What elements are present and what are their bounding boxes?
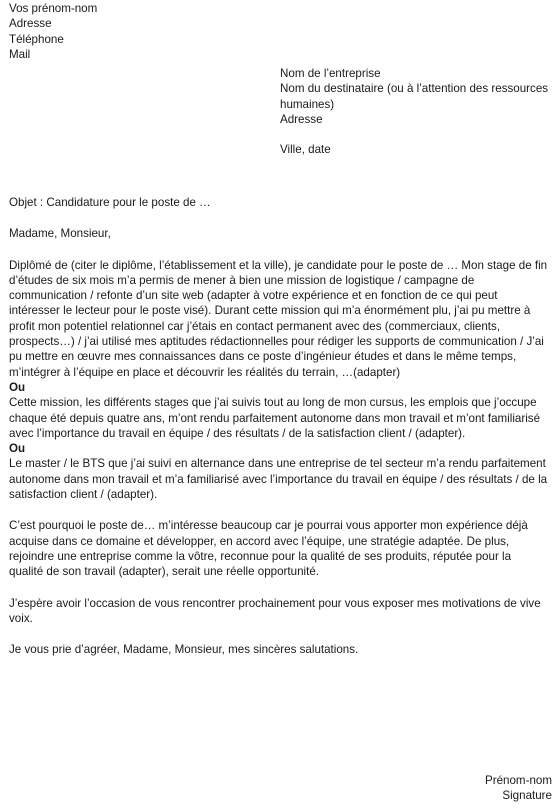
closing-block — [485, 773, 552, 804]
sender-name: Vos prénom-nom — [9, 2, 98, 15]
recipient-addressee: Nom du destinataire (ou à l’attention des ressources humaines) — [280, 82, 549, 111]
paragraph-5: J’espère avoir l’occasion de vous rencontrer prochainement pour vous exposer mes motivations de vive voix. — [9, 596, 541, 625]
sender-block — [9, 1, 249, 62]
recipient-company: Nom de l’entreprise — [280, 67, 381, 80]
paragraph-closing: Je vous prie d’agréer, Madame, Monsieur, mes sincères salutations. — [9, 643, 359, 657]
sender-phone: Téléphone — [9, 32, 64, 46]
paragraph-1: Diplômé de (citer le diplôme, l’établissement et la ville), je candidate pour le poste de … Mon stage de fin d’études de six mois m’a permis de mener à bien une mission de logistique / campagne de communication / refonte d’un site web (adapter à votre expérience et en fonction de ce qui peut intéresser le lecteur pour le poste visé). Durant cette mission qui m’a énormément plu, j’ai pu mettre à profit mon potentiel relationnel car j’étais en contact permanent avec des (commerciaux, clients, prospects…) / j’ai utilisé mes aptitudes rédactionnelles pour rédiger les supports de communication / J’ai pu mettre en œuvre mes connaissances dans ce poste d’ingénieur études et dans le même temps, m’intégrer à l’équipe en place et découvrir les réalités du terrain, …(adapter) — [9, 258, 548, 379]
or-separator-2: Ou — [9, 442, 26, 456]
letter-city-date: Ville, date — [280, 143, 331, 157]
recipient-address: Adresse — [280, 112, 323, 126]
paragraph-2: Cette mission, les différents stages que j’ai suivis tout au long de mon cursus, les emplois que j’occupe chaque été depuis quatre ans, m’ont rendu parfaitement autonome dans mon travail et m’ont familiarisé avec l’importance du travail en équipe / des résultats / de la satisfaction client / (adapter). — [9, 396, 541, 440]
recipient-block — [280, 66, 552, 157]
sender-mail: Mail — [9, 47, 31, 61]
letter-subject: Objet : Candidature pour le poste de … — [9, 196, 211, 209]
letter-salutation: Madame, Monsieur, — [9, 227, 111, 241]
sender-address: Adresse — [9, 17, 52, 31]
or-separator-1: Ou — [9, 380, 26, 394]
closing-signature: Signature — [502, 789, 552, 803]
closing-name: Prénom-nom — [484, 774, 552, 787]
paragraph-3: Le master / le BTS que j’ai suivi en alternance dans une entreprise de tel secteur m’a rendu parfaitement autonome dans mon travail et m’a familiarisé avec l’importance du travail en équipe / des résultats / de la satisfaction client / (adapter). — [9, 457, 548, 502]
letter-body — [9, 195, 548, 657]
paragraph-4: C’est pourquoi le poste de… m’intéresse beaucoup car je pourrai vous apporter mon expérience déjà acquise dans ce domaine et développer, en accord avec l’équipe, une stratégie adaptée. De plus, rejoindre une entreprise comme la vôtre, reconnue pour la qualité de ses produits, réputée pour la qualité de son travail (adapter), serait une réelle opportunité. — [9, 519, 528, 579]
